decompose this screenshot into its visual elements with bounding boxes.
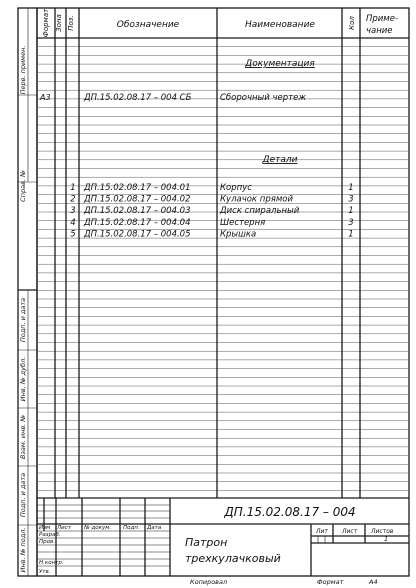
title-block xyxy=(37,498,409,576)
doc-row-name: Сборочный чертеж xyxy=(220,93,306,103)
part-row-qty: 3 xyxy=(348,217,354,228)
title-sheets: Листов xyxy=(371,528,394,535)
title-developed: Разраб. xyxy=(39,532,61,538)
doc-row-format: А3 xyxy=(40,93,51,102)
section-documentation: Документация xyxy=(245,59,315,69)
title-izm: Изм xyxy=(39,525,51,531)
part-row-designation: ДП.15.02.08.17 – 004.02 xyxy=(84,194,191,205)
side-label-ref-no: Справ. № xyxy=(19,170,27,202)
part-row-designation: ДП.15.02.08.17 – 004.03 xyxy=(84,206,191,217)
title-date: Дата xyxy=(147,525,162,531)
part-row-qty: 1 xyxy=(348,206,354,217)
footer-copied: Копировал xyxy=(190,578,228,586)
doc-row-designation: ДП.15.02.08.17 – 004 СБ xyxy=(84,93,192,103)
part-row-qty: 1 xyxy=(348,183,354,193)
part-row-designation: ДП.15.02.08.17 – 004.01 xyxy=(84,183,191,193)
header-note-line2: чание xyxy=(366,26,393,36)
title-list: Лист xyxy=(57,525,71,531)
title-line1: Патрон xyxy=(185,536,228,549)
title-sheets-value: 1 xyxy=(384,536,388,543)
part-row-qty: 1 xyxy=(348,229,354,240)
part-row-name: Шестерня xyxy=(220,217,266,228)
title-line2: трехкулачковый xyxy=(185,552,281,565)
part-row-designation: ДП.15.02.08.17 – 004.05 xyxy=(84,229,191,240)
part-row-name: Корпус xyxy=(220,183,252,193)
side-label-first-use: Перв. примен. xyxy=(19,45,27,95)
part-row-designation: ДП.15.02.08.17 – 004.04 xyxy=(84,217,191,228)
footer-format-value: А4 xyxy=(369,578,378,586)
parts-list xyxy=(70,183,353,239)
side-label-orig-inv: Инв. № подл. xyxy=(19,527,27,573)
part-row-pos: 2 xyxy=(70,194,76,205)
footer-format: Формат xyxy=(317,578,344,586)
header-pos: Поз. xyxy=(67,15,75,31)
part-row-pos: 5 xyxy=(70,229,76,240)
header-qty: Кол xyxy=(348,16,356,30)
part-row-name: Крышка xyxy=(220,229,257,240)
title-approved: Утв. xyxy=(39,569,51,575)
part-row-name: Диск спиральный xyxy=(220,206,300,217)
title-doc: № докум. xyxy=(84,525,112,531)
header-designation: Обозначение xyxy=(116,20,180,30)
header-format: Формат xyxy=(42,8,50,38)
part-row-pos: 3 xyxy=(70,206,76,217)
title-code: ДП.15.02.08.17 – 004 xyxy=(224,505,356,519)
side-label-sign-date: Подп. и дата xyxy=(19,297,27,343)
header-note-line1: Приме- xyxy=(366,14,399,24)
part-row-pos: 4 xyxy=(70,217,76,228)
part-row-name: Кулачок прямой xyxy=(220,194,293,205)
table-row-lines xyxy=(37,47,409,491)
header-zone: Зона xyxy=(55,14,63,32)
side-label-dup-inv: Инв. № дубл. xyxy=(19,356,27,402)
title-checked: Пров. xyxy=(39,539,55,545)
side-label-sign-date-2: Подп. и дата xyxy=(19,472,27,518)
title-sheet: Лист xyxy=(342,528,358,535)
title-sign: Подп. xyxy=(123,525,140,531)
title-lit: Лит xyxy=(316,528,328,535)
section-parts: Детали xyxy=(262,155,298,165)
part-row-pos: 1 xyxy=(70,183,76,193)
header-name: Наименование xyxy=(245,20,315,30)
side-label-replace-inv: Взам. инв. № xyxy=(19,414,27,460)
part-row-qty: 3 xyxy=(348,194,354,205)
title-norm-control: Н.контр. xyxy=(39,560,64,566)
